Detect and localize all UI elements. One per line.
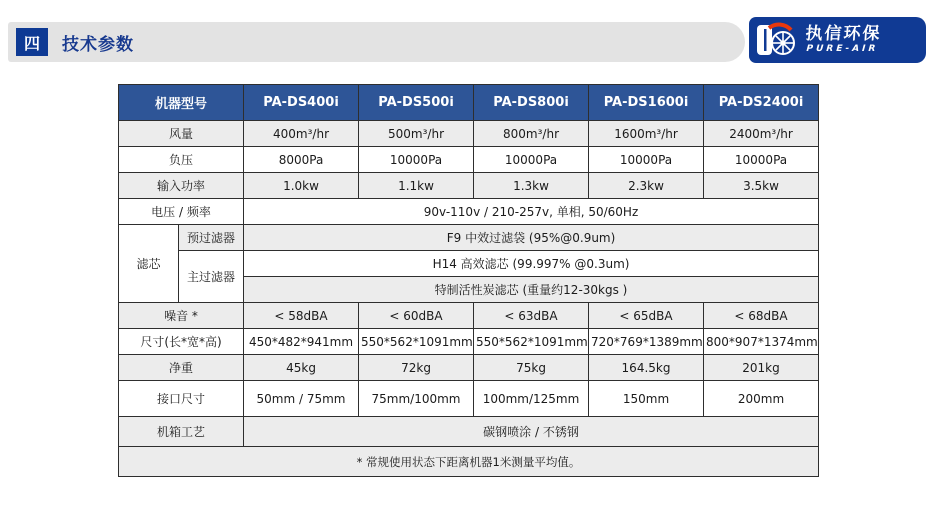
cell-value: 72kg [359, 355, 474, 381]
cell-value: 450*482*941mm [244, 329, 359, 355]
table-row-power [119, 173, 819, 199]
table-row-voltage [119, 199, 819, 225]
table-row-dimensions [119, 329, 819, 355]
cell-value: 800*907*1374mm [704, 329, 819, 355]
table-footnote-row [119, 447, 819, 477]
cell-value: 720*769*1389mm [589, 329, 704, 355]
col-header-model-5: PA-DS2400i [704, 85, 819, 121]
cell-value: 201kg [704, 355, 819, 381]
cell-value: 8000Pa [244, 147, 359, 173]
row-label-power: 输入功率 [119, 173, 244, 199]
cell-value: 1.3kw [474, 173, 589, 199]
cell-value: 2400m³/hr [704, 121, 819, 147]
cell-value: 1600m³/hr [589, 121, 704, 147]
cell-value: < 63dBA [474, 303, 589, 329]
cell-value: 10000Pa [359, 147, 474, 173]
cell-value-carbon: 特制活性炭滤芯 (重量约12-30kgs ) [244, 277, 819, 303]
cell-value: < 65dBA [589, 303, 704, 329]
cell-value-hepa: H14 高效滤芯 (99.997% @0.3um) [244, 251, 819, 277]
table-row-hepa [119, 251, 819, 277]
col-header-model-3: PA-DS800i [474, 85, 589, 121]
brand-logo [749, 17, 926, 63]
row-label-pressure: 负压 [119, 147, 244, 173]
cell-value: < 58dBA [244, 303, 359, 329]
table-footnote: * 常规使用状态下距离机器1米测量平均值。 [119, 447, 819, 477]
row-label-prefilter: 预过滤器 [179, 225, 244, 251]
col-header-model-4: PA-DS1600i [589, 85, 704, 121]
row-label-chassis: 机箱工艺 [119, 417, 244, 447]
row-label-voltage: 电压 / 频率 [119, 199, 244, 225]
brand-logo-icon [755, 20, 801, 60]
row-label-mainfilter: 主过滤器 [179, 251, 244, 303]
table-row-weight [119, 355, 819, 381]
table-row-port [119, 381, 819, 417]
table-row-chassis [119, 417, 819, 447]
cell-value-chassis: 碳钢喷涂 / 不锈钢 [244, 417, 819, 447]
section-number: 四 [23, 33, 40, 53]
cell-value: 1.0kw [244, 173, 359, 199]
cell-value: 500m³/hr [359, 121, 474, 147]
brand-logo-text [804, 26, 882, 54]
section-header-band [8, 22, 745, 62]
section-number-badge [16, 28, 48, 56]
spec-table [118, 84, 819, 477]
cell-value: 200mm [704, 381, 819, 417]
row-label-airflow: 风量 [119, 121, 244, 147]
col-header-model: 机器型号 [119, 85, 244, 121]
cell-value: 2.3kw [589, 173, 704, 199]
cell-value: 10000Pa [589, 147, 704, 173]
cell-value: 10000Pa [704, 147, 819, 173]
cell-value: 100mm/125mm [474, 381, 589, 417]
row-label-dimensions: 尺寸(长*宽*高) [119, 329, 244, 355]
table-row-airflow [119, 121, 819, 147]
cell-value: 75kg [474, 355, 589, 381]
cell-value-voltage: 90v-110v / 210-257v, 单相, 50/60Hz [244, 199, 819, 225]
cell-value: 550*562*1091mm [474, 329, 589, 355]
cell-value: < 60dBA [359, 303, 474, 329]
cell-value: 550*562*1091mm [359, 329, 474, 355]
cell-value: 50mm / 75mm [244, 381, 359, 417]
cell-value: 400m³/hr [244, 121, 359, 147]
cell-value: 1.1kw [359, 173, 474, 199]
row-label-noise: 噪音 * [119, 303, 244, 329]
col-header-model-1: PA-DS400i [244, 85, 359, 121]
row-label-port: 接口尺寸 [119, 381, 244, 417]
page-title: 技术参数 [62, 34, 134, 55]
cell-value: 164.5kg [589, 355, 704, 381]
cell-value: 75mm/100mm [359, 381, 474, 417]
cell-value: 45kg [244, 355, 359, 381]
cell-value: 3.5kw [704, 173, 819, 199]
brand-name-en: PURE-AIR [806, 44, 879, 54]
row-label-weight: 净重 [119, 355, 244, 381]
cell-value-prefilter: F9 中效过滤袋 (95%@0.9um) [244, 225, 819, 251]
col-header-model-2: PA-DS500i [359, 85, 474, 121]
brand-name-cn: 执信环保 [804, 24, 883, 44]
table-row-pressure [119, 147, 819, 173]
cell-value: 800m³/hr [474, 121, 589, 147]
table-row-noise [119, 303, 819, 329]
cell-value: < 68dBA [704, 303, 819, 329]
table-header-row [119, 85, 819, 121]
row-label-filter: 滤芯 [119, 225, 179, 303]
cell-value: 10000Pa [474, 147, 589, 173]
cell-value: 150mm [589, 381, 704, 417]
table-row-prefilter [119, 225, 819, 251]
